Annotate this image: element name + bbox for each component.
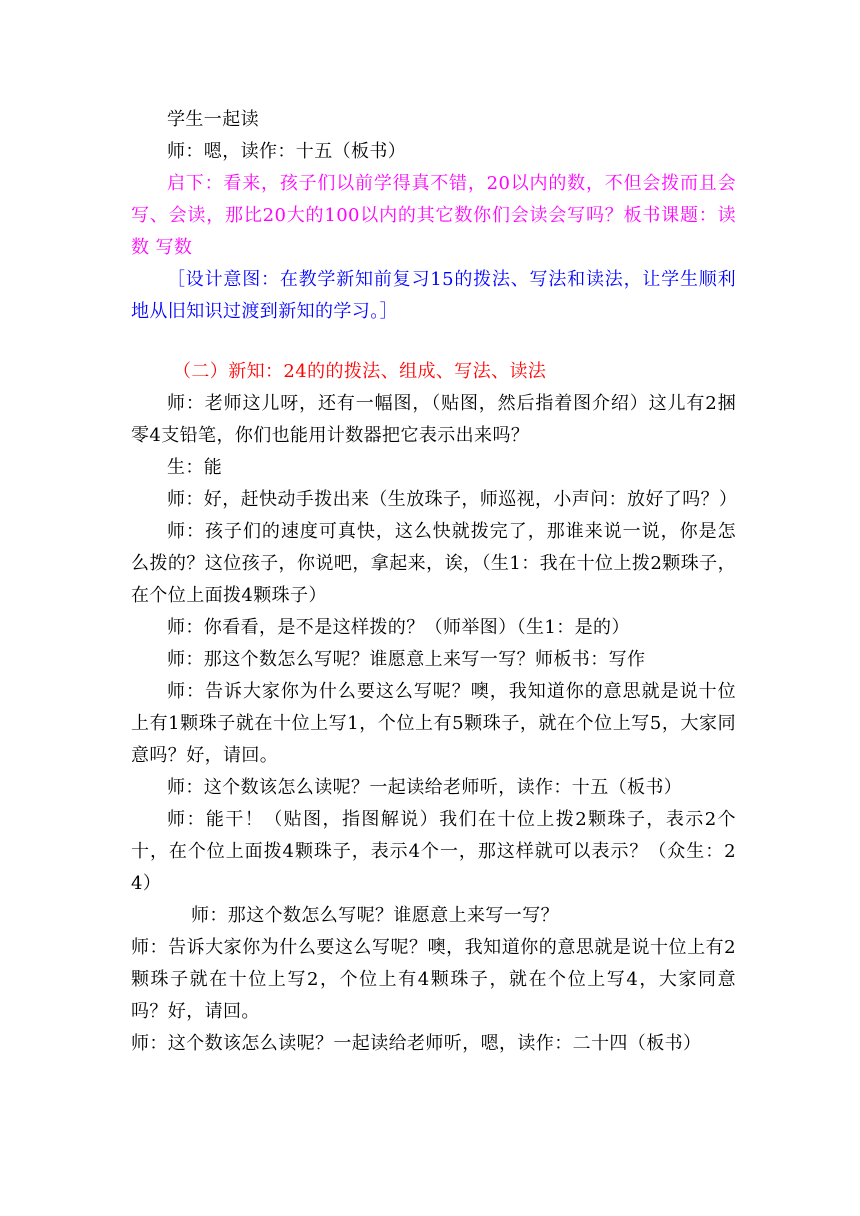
section-title-new-knowledge: （二）新知：24的的拨法、组成、写法、读法 [173, 361, 547, 382]
paragraph-teacher-fifteen: 师：嗯，读作：十五（板书） [167, 141, 407, 162]
paragraph-design-intent: ［设计意图：在教学新知前复习15的拨法、写法和读法，让学生顺利地从旧知识过渡到新知的学习。］ [131, 269, 736, 322]
paragraph-student-yes: 生：能 [167, 457, 223, 478]
paragraph-explain-twenty-four: 师：告诉大家你为什么要这么写呢？噢，我知道你的意思就是说十位上有2颗珠子就在十位上写2，个位上有4颗珠子，就在个位上写4，大家同意吗？好，请回。 [131, 937, 736, 1022]
paragraph-how-to-place: 师：孩子们的速度可真快，这么快就拨完了，那谁来说一说，你是怎么拨的？这位孩子，你说吧，拿起来，诶，（生1：我在十位上拨2颗珠子，在个位上面拨4颗珠子） [131, 521, 736, 606]
paragraph-hands-on: 师：好，赶快动手拨出来（生放珠子，师巡视，小声问：放好了吗？） [167, 489, 738, 510]
paragraph-write-twenty-four: 师：那这个数怎么写呢？谁愿意上来写一写？ [191, 905, 559, 926]
paragraph-explain-picture: 师：能干！（贴图，指图解说）我们在十位上拨2颗珠子，表示2个十，在个位上面拨4颗珠子，表示4个一，那这样就可以表示？（众生：24） [131, 809, 736, 894]
paragraph-students-read: 学生一起读 [167, 109, 259, 130]
paragraph-pencil-picture: 师：老师这儿呀，还有一幅图，（贴图，然后指着图介绍）这儿有2捆零4支铅笔，你们也能用计数器把它表示出来吗？ [131, 393, 736, 446]
paragraph-check-picture: 师：你看看，是不是这样拨的？（师举图）（生1：是的） [167, 617, 630, 638]
paragraph-explain-fifteen: 师：告诉大家你为什么要这么写呢？噢，我知道你的意思就是说十位上有1颗珠子就在十位上写1，个位上有5颗珠子，就在个位上写5，大家同意吗？好，请回。 [131, 681, 736, 766]
document-page [131, 104, 736, 1060]
paragraph-how-to-write: 师：那这个数怎么写呢？谁愿意上来写一写？师板书：写作 [167, 649, 646, 670]
paragraph-intro-topic: 启下：看来，孩子们以前学得真不错，20以内的数，不但会拨而且会写、会读，那比20大的100以内的其它数你们会读会写吗？板书课题：读数 写数 [131, 173, 736, 258]
section-spacer [131, 328, 736, 356]
paragraph-read-twenty-four: 师：这个数该怎么读呢？一起读给老师听，嗯，读作：二十四（板书） [131, 1033, 702, 1054]
paragraph-read-fifteen: 师：这个数该怎么读呢？一起读给老师听，读作：十五（板书） [167, 777, 683, 798]
